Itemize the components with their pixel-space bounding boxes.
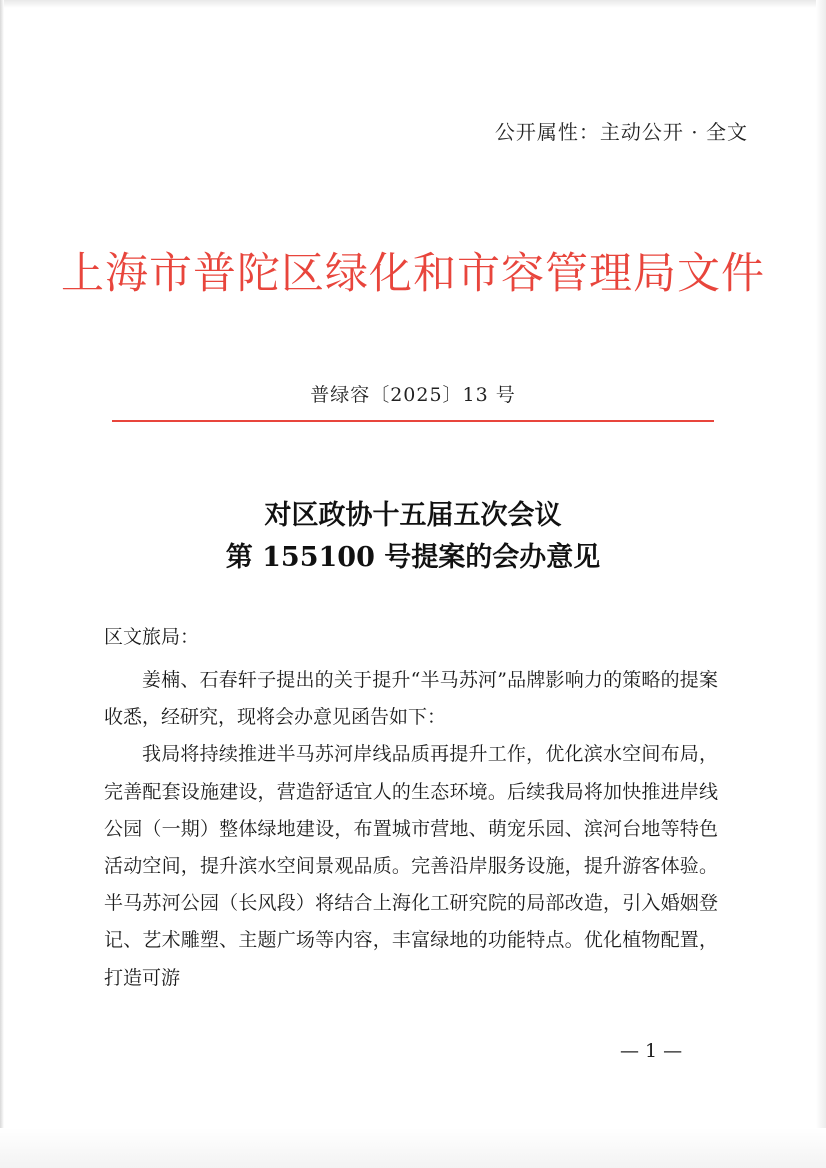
scan-edge-top [0,0,826,8]
disclosure-attribute: 公开属性：主动公开 · 全文 [494,120,748,144]
scan-edge-bottom [0,1128,826,1168]
body-text [104,662,718,997]
scan-edge-left [0,0,4,1168]
scan-edge-right [816,0,826,1168]
document-number: 普绿容〔2025〕13 号 [310,384,516,406]
page-number: — 1 — [620,1040,683,1062]
document-title [0,495,826,579]
document-issuer-header: 上海市普陀区绿化和市容管理局文件 [61,249,765,299]
paragraph-1: 姜楠、石春轩子提出的关于提升“半马苏河”品牌影响力的策略的提案收悉，经研究，现将会办意见函告如下： [104,669,718,729]
red-separator-line [112,420,714,422]
paragraph-2: 我局将持续推进半马苏河岸线品质再提升工作，优化滨水空间布局，完善配套设施建设，营造舒适宜人的生态环境。后续我局将加快推进岸线公园（一期）整体绿地建设，布置城市营地、萌宠乐园、滨河台地等特色活动空间，提升滨水空间景观品质。完善沿岸服务设施，提升游客体验。半马苏河公园（长风段）将结合上海化工研究院的局部改造，引入婚姻登记、艺术雕塑、主题广场等内容，丰富绿地的功能特点。优化植物配置，打造可游 [104,743,718,989]
title-line-2: 第 155100 号提案的会办意见 [225,542,601,573]
addressee: 区文旅局： [104,626,200,648]
title-line-1: 对区政协十五届五次会议 [264,500,562,531]
